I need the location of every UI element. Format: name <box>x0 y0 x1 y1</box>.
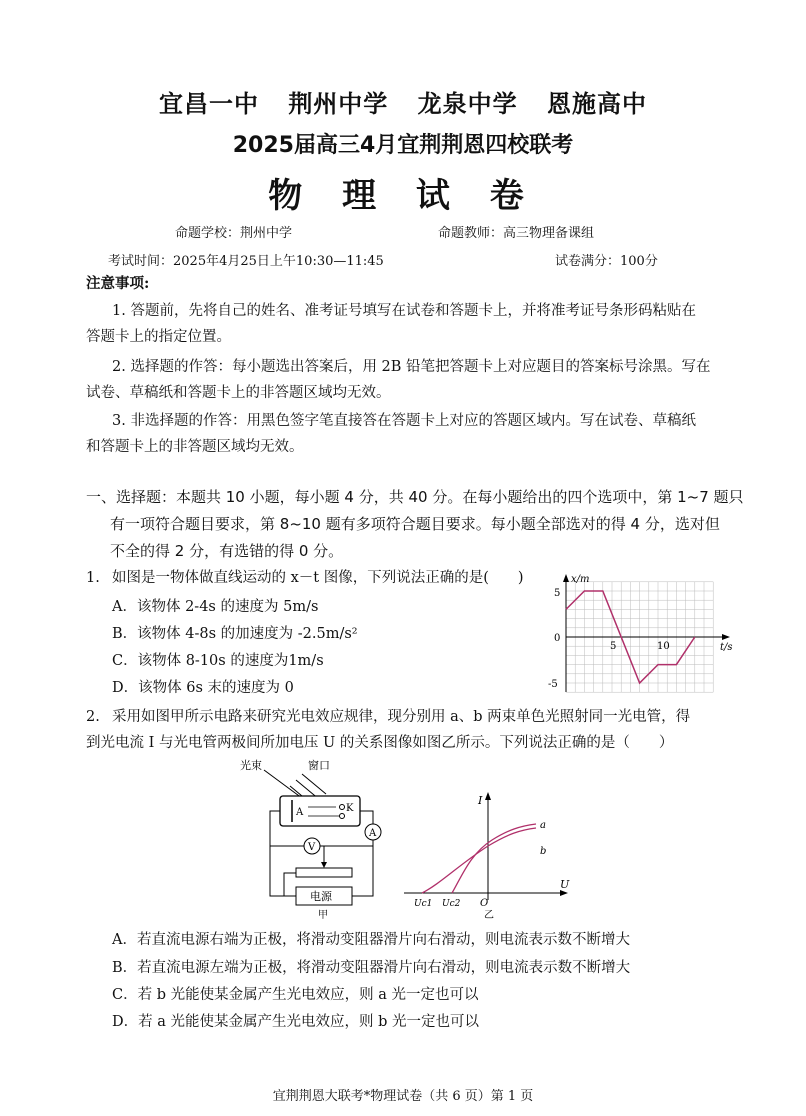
exam-title: 2025届高三4月宜荆荆恩四校联考 <box>232 133 574 158</box>
slider-arrow <box>321 862 327 868</box>
i-axis-arrow <box>485 792 491 800</box>
question-stem: 采用如图甲所示电路来研究光电效应规律，现分别用 a、b 两束单色光照射同一光电管，得 <box>112 709 691 725</box>
subject-title: 物 理 试 卷 <box>268 176 538 216</box>
notice-line: 1. 答题前，先将自己的姓名、准考证号填写在试卷和答题卡上，并将准考证号条形码粘贴在 <box>112 303 696 319</box>
x-axis-arrow <box>563 574 569 582</box>
cathode-label: K <box>346 803 354 814</box>
curve-a-label: a <box>540 820 546 831</box>
page-footer: 宜荆荆恩大联考*物理试卷（共 6 页）第 1 页 <box>272 1089 534 1104</box>
notice-line: 3. 非选择题的作答：用黑色签字笔直接答在答题卡上对应的答题区域内。写在试卷、草稿纸 <box>112 413 696 429</box>
x-axis-label: t/s <box>720 642 733 653</box>
origin-label: O <box>480 898 489 909</box>
wire <box>360 811 373 824</box>
tick-label: 0 <box>554 633 561 644</box>
section-heading-line: 不全的得 2 分，有选错的得 0 分。 <box>110 542 344 560</box>
i-axis-label: I <box>478 794 483 807</box>
circuit-diagram <box>236 756 396 921</box>
xt-graph <box>540 568 740 698</box>
notice-line: 2. 选择题的作答：每小题选出答案后，用 2B 铅笔把答题卡上对应题目的答案标号涂黑。写在 <box>112 359 711 375</box>
iu-graph <box>400 788 572 920</box>
notice-line: 和答题卡上的非答题区域均无效。 <box>86 439 304 455</box>
iu-caption: 乙 <box>484 910 494 920</box>
exam-time: 考试时间：2025年4月25日上午10:30—11:45 <box>108 254 384 269</box>
notice-line: 试卷、草稿纸和答题卡上的非答题区域均无效。 <box>86 385 391 401</box>
option-a: A．若直流电源右端为正极，将滑动变阻器滑片向右滑动，则电流表示数不断增大 <box>112 932 630 948</box>
curve-b-label: b <box>540 846 547 857</box>
option-c: C．该物体 8-10s 的速度为1m/s <box>112 653 324 669</box>
option-d: D．该物体 6s 末的速度为 0 <box>112 680 294 696</box>
question-number: 2. <box>86 709 100 725</box>
t-axis-arrow <box>722 634 730 640</box>
option-c: C．若 b 光能使某金属产生光电效应，则 a 光一定也可以 <box>112 987 479 1003</box>
power-label: 电源 <box>310 890 332 903</box>
section-heading: 一、选择题：本题共 10 小题，每小题 4 分，共 40 分。在每小题给出的四个选项中，第 1~7 题只 <box>86 488 744 506</box>
tick-label: 5 <box>554 588 561 599</box>
option-d: D．若 a 光能使某金属产生光电效应，则 b 光一定也可以 <box>112 1014 479 1030</box>
window-label: 窗口 <box>308 759 330 772</box>
tick-label: 5 <box>610 641 617 652</box>
school-name: 宜昌一中 <box>158 90 259 118</box>
school-name: 荆州中学 <box>288 90 389 118</box>
y-axis-label: x/m <box>571 574 590 585</box>
question-number: 1. <box>86 570 100 586</box>
option-b: B．该物体 4-8s 的加速度为 -2.5m/s² <box>112 626 358 642</box>
notice-title: 注意事项: <box>86 275 150 292</box>
setter-school: 命题学校：荆州中学 <box>175 226 293 241</box>
beam-line <box>302 774 326 794</box>
beam-label: 光束 <box>240 759 262 772</box>
anode-label: A <box>296 807 304 818</box>
school-name: 恩施高中 <box>547 90 648 118</box>
full-score: 试卷满分：100分 <box>555 254 658 269</box>
ammeter-label: A <box>369 828 377 839</box>
setter-teacher: 命题教师：高三物理备课组 <box>438 226 595 241</box>
question-stem: 如图是一物体做直线运动的 x－t 图像，下列说法正确的是( ) <box>112 570 524 586</box>
notice-line: 答题卡上的指定位置。 <box>86 329 231 345</box>
circuit-caption: 甲 <box>318 910 328 921</box>
curve-b <box>422 828 536 893</box>
voltmeter-label: V <box>308 842 316 853</box>
school-list <box>0 84 806 119</box>
tick-label: 10 <box>657 641 670 652</box>
wire <box>352 840 373 896</box>
tick-label: -5 <box>548 679 558 690</box>
section-heading-line: 有一项符合题目要求，第 8~10 题有多项符合题目要求。每小题全部选对的得 4 分，选对但 <box>110 515 720 533</box>
option-b: B．若直流电源左端为正极，将滑动变阻器滑片向右滑动，则电流表示数不断增大 <box>112 960 631 976</box>
school-name: 龙泉中学 <box>417 90 518 118</box>
u-axis-label: U <box>560 878 570 891</box>
wire <box>284 873 296 896</box>
uc2-label: Uc2 <box>442 899 461 909</box>
question-stem-cont: 到光电流 I 与光电管两极间所加电压 U 的关系图像如图乙所示。下列说法正确的是（ ） <box>86 735 674 751</box>
uc1-label: Uc1 <box>414 899 433 909</box>
curve-a <box>452 824 536 893</box>
option-a: A．该物体 2-4s 的速度为 5m/s <box>112 599 319 615</box>
rheostat <box>296 868 352 877</box>
